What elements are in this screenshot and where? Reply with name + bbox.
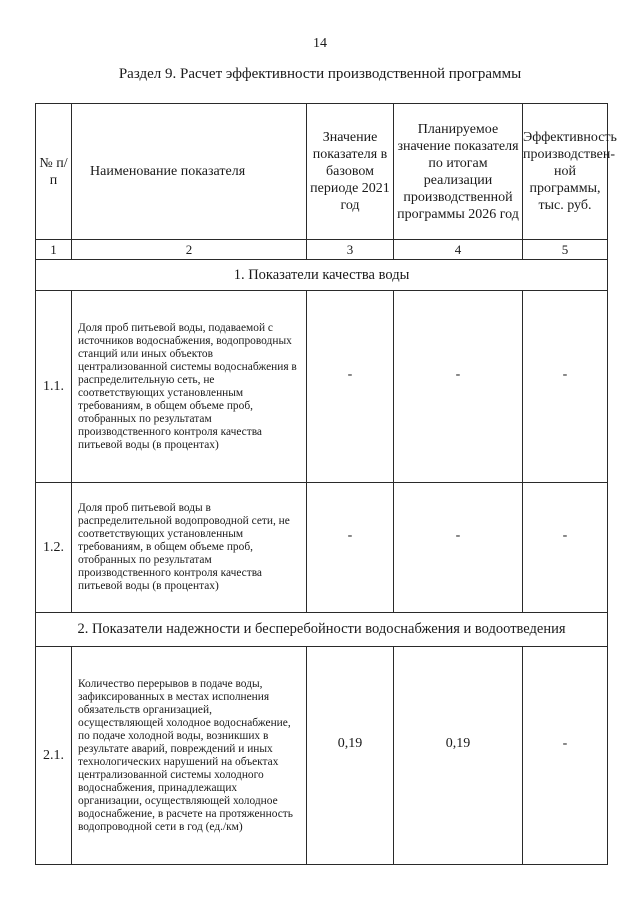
column-number: 1 [36, 240, 72, 260]
header-indicator-name-label: Наименование показателя [90, 164, 246, 179]
group-title: 2. Показатели надежности и бесперебойности водоснабжения и водоотведения [36, 613, 608, 647]
planned-value-cell [394, 483, 523, 613]
base-value: 0,19 [337, 735, 363, 751]
planned-value-cell [394, 291, 523, 483]
group-header-row [36, 260, 608, 291]
efficiency-table [35, 103, 617, 865]
column-number: 3 [307, 240, 394, 260]
header-efficiency [523, 104, 617, 240]
base-value: - [347, 366, 353, 382]
header-number [36, 104, 72, 240]
planned-value-cell [394, 647, 523, 865]
row-number: 2.1. [36, 647, 72, 865]
base-value: - [347, 527, 353, 543]
table-row [36, 291, 608, 483]
header-indicator-name [72, 104, 307, 240]
group-title: 1. Показатели качества воды [36, 260, 608, 291]
header-base-value [307, 104, 394, 240]
column-number: 4 [394, 240, 523, 260]
efficiency-value: - [562, 527, 568, 543]
efficiency-value-cell [523, 647, 608, 865]
header-number-label: № п/п [39, 155, 68, 188]
section-title: Раздел 9. Расчет эффективности производственной программы [118, 66, 522, 82]
table-row [36, 483, 608, 613]
column-number: 2 [72, 240, 307, 260]
planned-value: - [455, 527, 461, 543]
indicator-name: Количество перерывов в подаче воды, зафиксированных в местах исполнения обязательств организацией, осуществляющей холодное водоснабжение, по подаче холодной воды, возникших в результате аварий, повреждений и иных технологических нарушений на объектах централизованной системы холодного водоснабжения, принадлежащих организации, осуществляющей холодное водоснабжение, в расчете на протяженность водопроводной сети в год (ед./км) [72, 647, 307, 865]
planned-value: 0,19 [445, 735, 471, 751]
column-numbers-row [36, 240, 608, 260]
efficiency-value-cell [523, 483, 608, 613]
column-number: 5 [523, 240, 608, 260]
table-row [36, 647, 608, 865]
group-header-row [36, 613, 608, 647]
indicator-name: Доля проб питьевой воды в распределительной водопроводной сети, не соответствующих установленным требованиям, в общем объеме проб, отобранных по результатам производственного контроля качества питьевой воды (в процентах) [72, 483, 307, 613]
header-efficiency-label: Эффективность производствен-ной программы, тыс. руб. [523, 130, 617, 213]
indicator-name: Доля проб питьевой воды, подаваемой с источников водоснабжения, водопроводных станций или иных объектов централизованной системы водоснабжения в распределительную сеть, не соответствующих установленным требованиям, в общем объеме проб, отобранных по результатам производственного контроля качества питьевой воды (в процентах) [72, 291, 307, 483]
base-value-cell [307, 647, 394, 865]
row-number: 1.2. [36, 483, 72, 613]
efficiency-value: - [562, 366, 568, 382]
header-planned-value-label: Планируемое значение показателя по итогам реализации производственной программы 2026 год [397, 121, 519, 222]
base-value-cell [307, 483, 394, 613]
base-value-cell [307, 291, 394, 483]
table-header-row [36, 104, 608, 240]
efficiency-value-cell [523, 291, 608, 483]
efficiency-value: - [562, 735, 568, 751]
planned-value: - [455, 366, 461, 382]
header-base-value-label: Значение показателя в базовом периоде 2021 год [310, 130, 390, 213]
row-number: 1.1. [36, 291, 72, 483]
page-number: 14 [313, 36, 327, 51]
header-planned-value [394, 104, 523, 240]
